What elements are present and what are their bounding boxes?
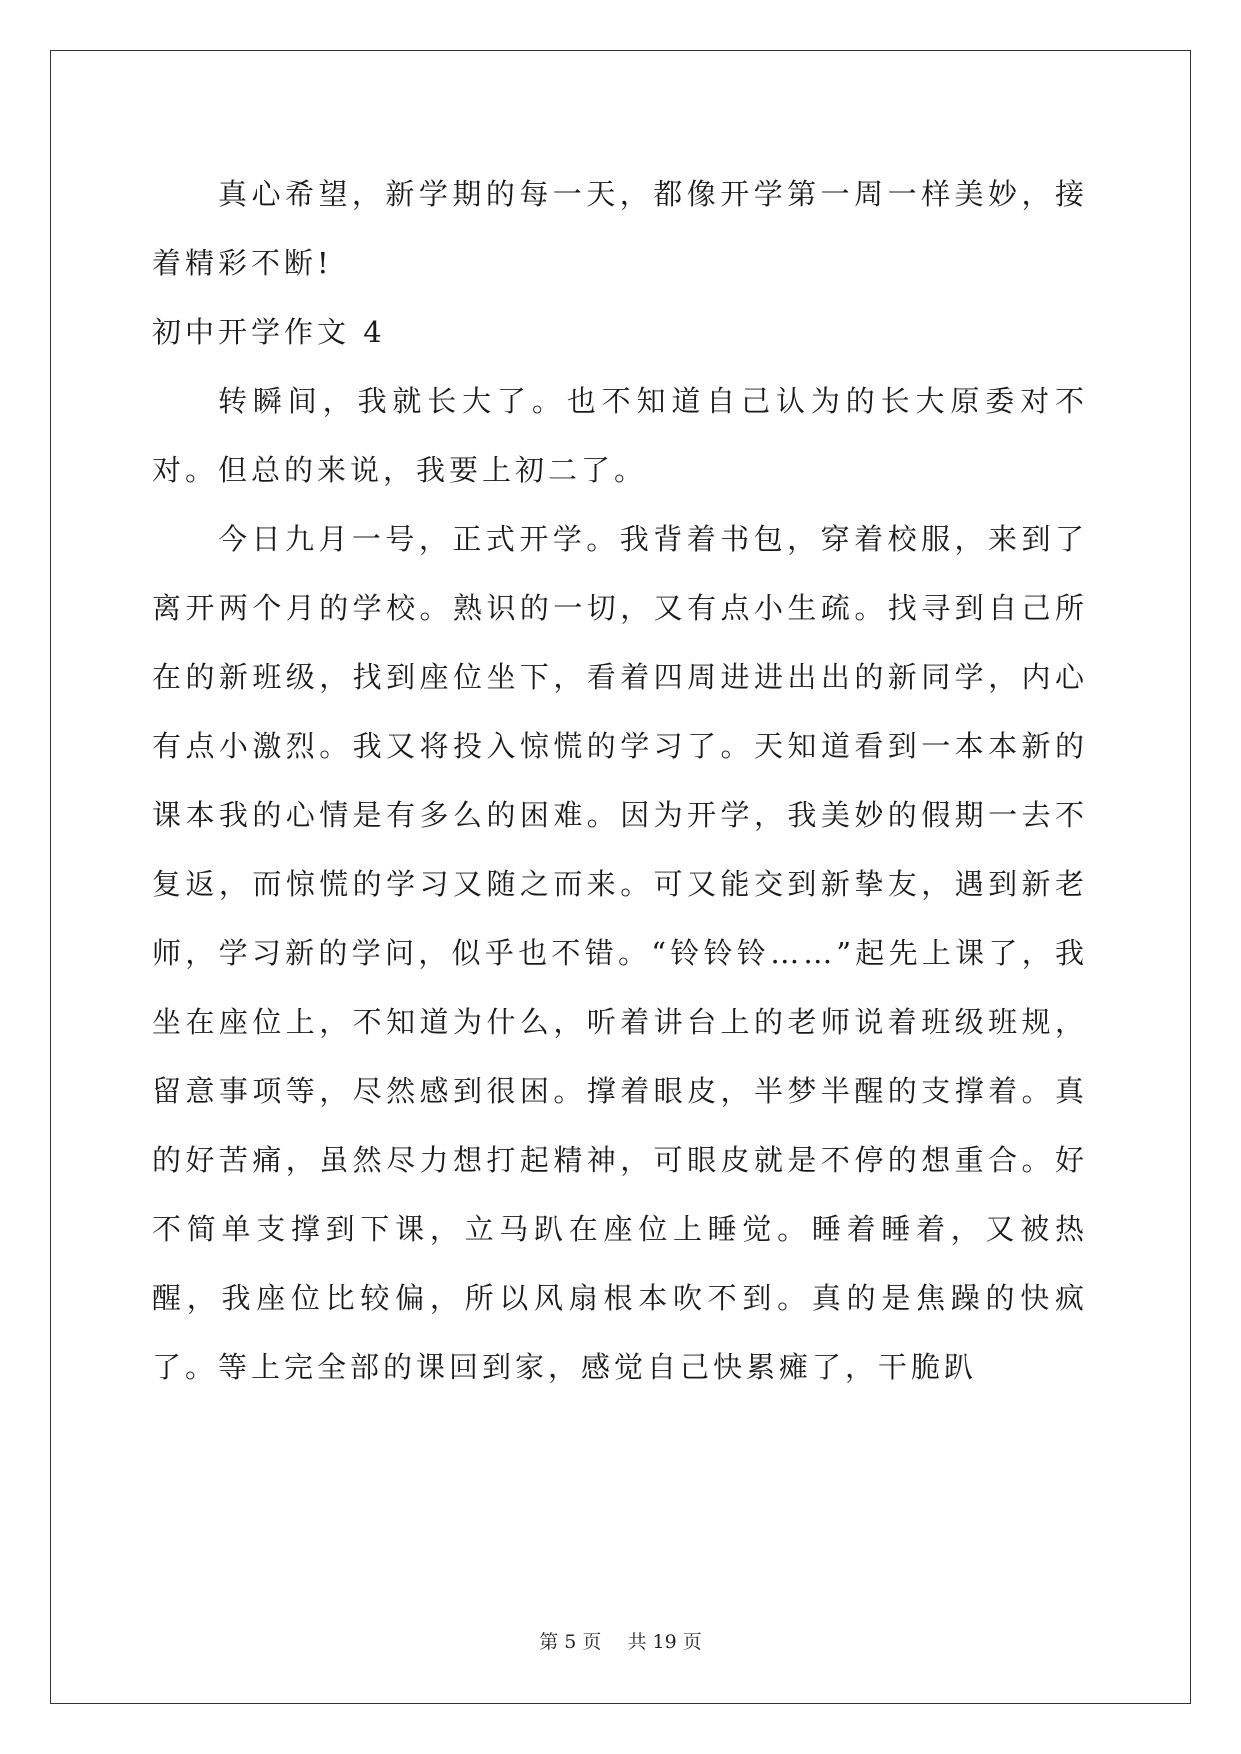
paragraph-closing-wish: 真心希望，新学期的每一天，都像开学第一周一样美妙，接着精彩不断! [152, 177, 1088, 280]
section-heading: 初中开学作文 4 [152, 315, 386, 349]
document-body [152, 160, 1088, 1402]
page-number: 第 5 页 [539, 1631, 602, 1653]
paragraph-first-day: 今日九月一号，正式开学。我背着书包，穿着校服，来到了离开两个月的学校。熟识的一切，又有点小生疏。找寻到自己所在的新班级，找到座位坐下，看着四周进进出出的新同学，内心有点小激烈。我又将投入惊慌的学习了。天知道看到一本本新的课本我的心情是有多么的困难。因为开学，我美妙的假期一去不复返，而惊慌的学习又随之而来。可又能交到新挚友，遇到新老师，学习新的学问，似乎也不错。“铃铃铃……”起先上课了，我坐在座位上，不知道为什么，听着讲台上的老师说着班级班规，留意事项等，尽然感到很困。撑着眼皮，半梦半醒的支撑着。真的好苦痛，虽然尽力想打起精神，可眼皮就是不停的想重合。好不简单支撑到下课，立马趴在座位上睡觉。睡着睡着，又被热醒，我座位比较偏，所以风扇根本吹不到。真的是焦躁的快疯了。等上完全部的课回到家，感觉自己快累瘫了，干脆趴 [152, 522, 1088, 1384]
page-footer [0, 1630, 1241, 1654]
total-pages: 共 19 页 [627, 1631, 702, 1653]
paragraph-growing-up: 转瞬间，我就长大了。也不知道自己认为的长大原委对不对。但总的来说，我要上初二了。 [152, 384, 1088, 487]
